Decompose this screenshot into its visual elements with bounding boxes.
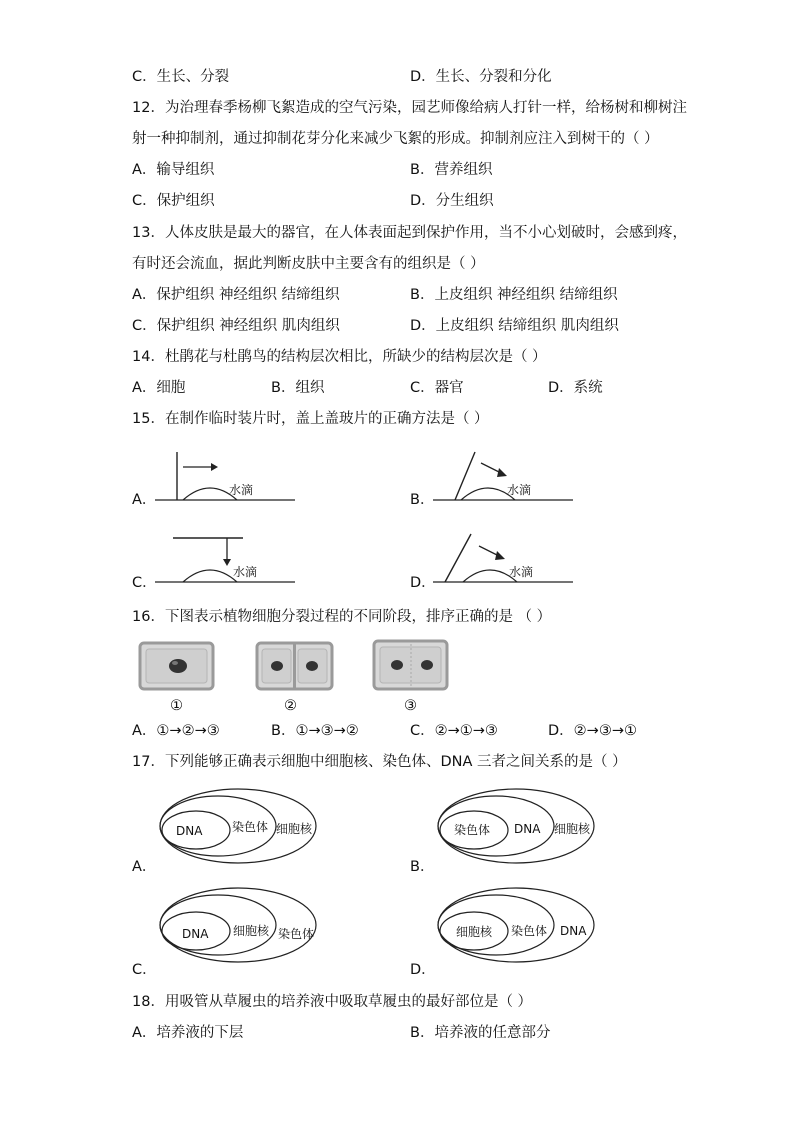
q13-stem-line1: 13．人体皮肤是最大的器官，在人体表面起到保护作用，当不小心划破时，会感到疼， [132, 225, 687, 241]
q12-option-c: C．保护组织 [132, 193, 215, 209]
q14-option-b: B．组织 [271, 380, 325, 396]
q15-diagram-b [433, 450, 583, 510]
q17-diagram-b [436, 787, 596, 865]
q16-cell-figure-2 [254, 640, 336, 692]
q11-option-d: D．生长、分裂和分化 [410, 69, 552, 85]
q17-a-inner-label: DNA [176, 824, 203, 838]
q17-d-outer-label: DNA [560, 924, 587, 938]
q17-c-inner-label: DNA [182, 927, 209, 941]
q17-a-outer-label: 细胞核 [276, 822, 313, 836]
q17-diagram-d [436, 886, 606, 964]
water-drop-label: 水滴 [509, 565, 534, 579]
q15-diagram-a [155, 450, 305, 510]
q15-option-b-label: B． [410, 492, 435, 508]
q17-option-d-label: D． [410, 962, 436, 978]
q17-a-middle-label: 染色体 [232, 820, 269, 834]
water-drop-label: 水滴 [229, 483, 254, 497]
q16-figure-3-label: ③ [404, 698, 417, 714]
q16-cell-figure-1 [137, 640, 217, 692]
q17-diagram-a [158, 787, 318, 865]
q18-option-b: B．培养液的任意部分 [410, 1025, 551, 1041]
q17-d-inner-label: 细胞核 [456, 925, 493, 939]
q13-option-b: B．上皮组织 神经组织 结缔组织 [410, 287, 618, 303]
q17-c-outer-label: 染色体 [278, 927, 315, 941]
q12-option-d: D．分生组织 [410, 193, 494, 209]
q17-option-b-label: B． [410, 859, 435, 875]
q15-diagram-d [433, 532, 583, 592]
q14-option-c: C．器官 [410, 380, 464, 396]
q13-option-c: C．保护组织 神经组织 肌肉组织 [132, 318, 340, 334]
q12-stem-line2: 射一种抑制剂，通过抑制花芽分化来减少飞絮的形成。抑制剂应注入到树干的（ ） [132, 131, 659, 147]
q16-cell-figure-3 [371, 638, 451, 692]
q17-option-a-label: A． [132, 859, 157, 875]
q16-figure-1-label: ① [170, 698, 183, 714]
q11-option-c: C．生长、分裂 [132, 69, 230, 85]
q16-option-d: D．②→③→① [548, 723, 637, 739]
q17-c-middle-label: 细胞核 [233, 924, 270, 938]
q14-option-d: D．系统 [548, 380, 603, 396]
q12-option-a: A．输导组织 [132, 162, 215, 178]
q17-option-c-label: C． [132, 962, 157, 978]
q16-figure-2-label: ② [284, 698, 297, 714]
q15-option-c-label: C． [132, 575, 157, 591]
q17-stem: 17．下列能够正确表示细胞中细胞核、染色体、DNA 三者之间关系的是（ ） [132, 754, 627, 770]
q15-diagram-c [155, 532, 305, 592]
water-drop-label: 水滴 [507, 483, 532, 497]
q13-option-a: A．保护组织 神经组织 结缔组织 [132, 287, 340, 303]
q14-stem: 14．杜鹃花与杜鹃鸟的结构层次相比，所缺少的结构层次是（ ） [132, 349, 547, 365]
q18-stem: 18．用吸管从草履虫的培养液中吸取草履虫的最好部位是（ ） [132, 994, 533, 1010]
q12-option-b: B．营养组织 [410, 162, 493, 178]
q13-option-d: D．上皮组织 结缔组织 肌肉组织 [410, 318, 619, 334]
q17-diagram-c [158, 886, 328, 964]
q17-d-middle-label: 染色体 [511, 924, 548, 938]
q13-stem-line2: 有时还会流血，据此判断皮肤中主要含有的组织是（ ） [132, 256, 485, 272]
q16-option-b: B．①→③→② [271, 723, 359, 739]
q12-stem-line1: 12．为治理春季杨柳飞絮造成的空气污染，园艺师像给病人打针一样，给杨树和柳树注 [132, 100, 687, 116]
q15-option-a-label: A． [132, 492, 157, 508]
q18-option-a: A．培养液的下层 [132, 1025, 244, 1041]
q17-b-middle-label: DNA [514, 822, 541, 836]
q17-b-outer-label: 细胞核 [554, 822, 591, 836]
q16-stem: 16．下图表示植物细胞分裂过程的不同阶段，排序正确的是 （ ） [132, 609, 552, 625]
q16-option-a: A．①→②→③ [132, 723, 220, 739]
water-drop-label: 水滴 [233, 565, 258, 579]
q16-option-c: C．②→①→③ [410, 723, 498, 739]
q15-stem: 15．在制作临时装片时，盖上盖玻片的正确方法是（ ） [132, 411, 489, 427]
q14-option-a: A．细胞 [132, 380, 186, 396]
q15-option-d-label: D． [410, 575, 436, 591]
q17-b-inner-label: 染色体 [454, 823, 491, 837]
